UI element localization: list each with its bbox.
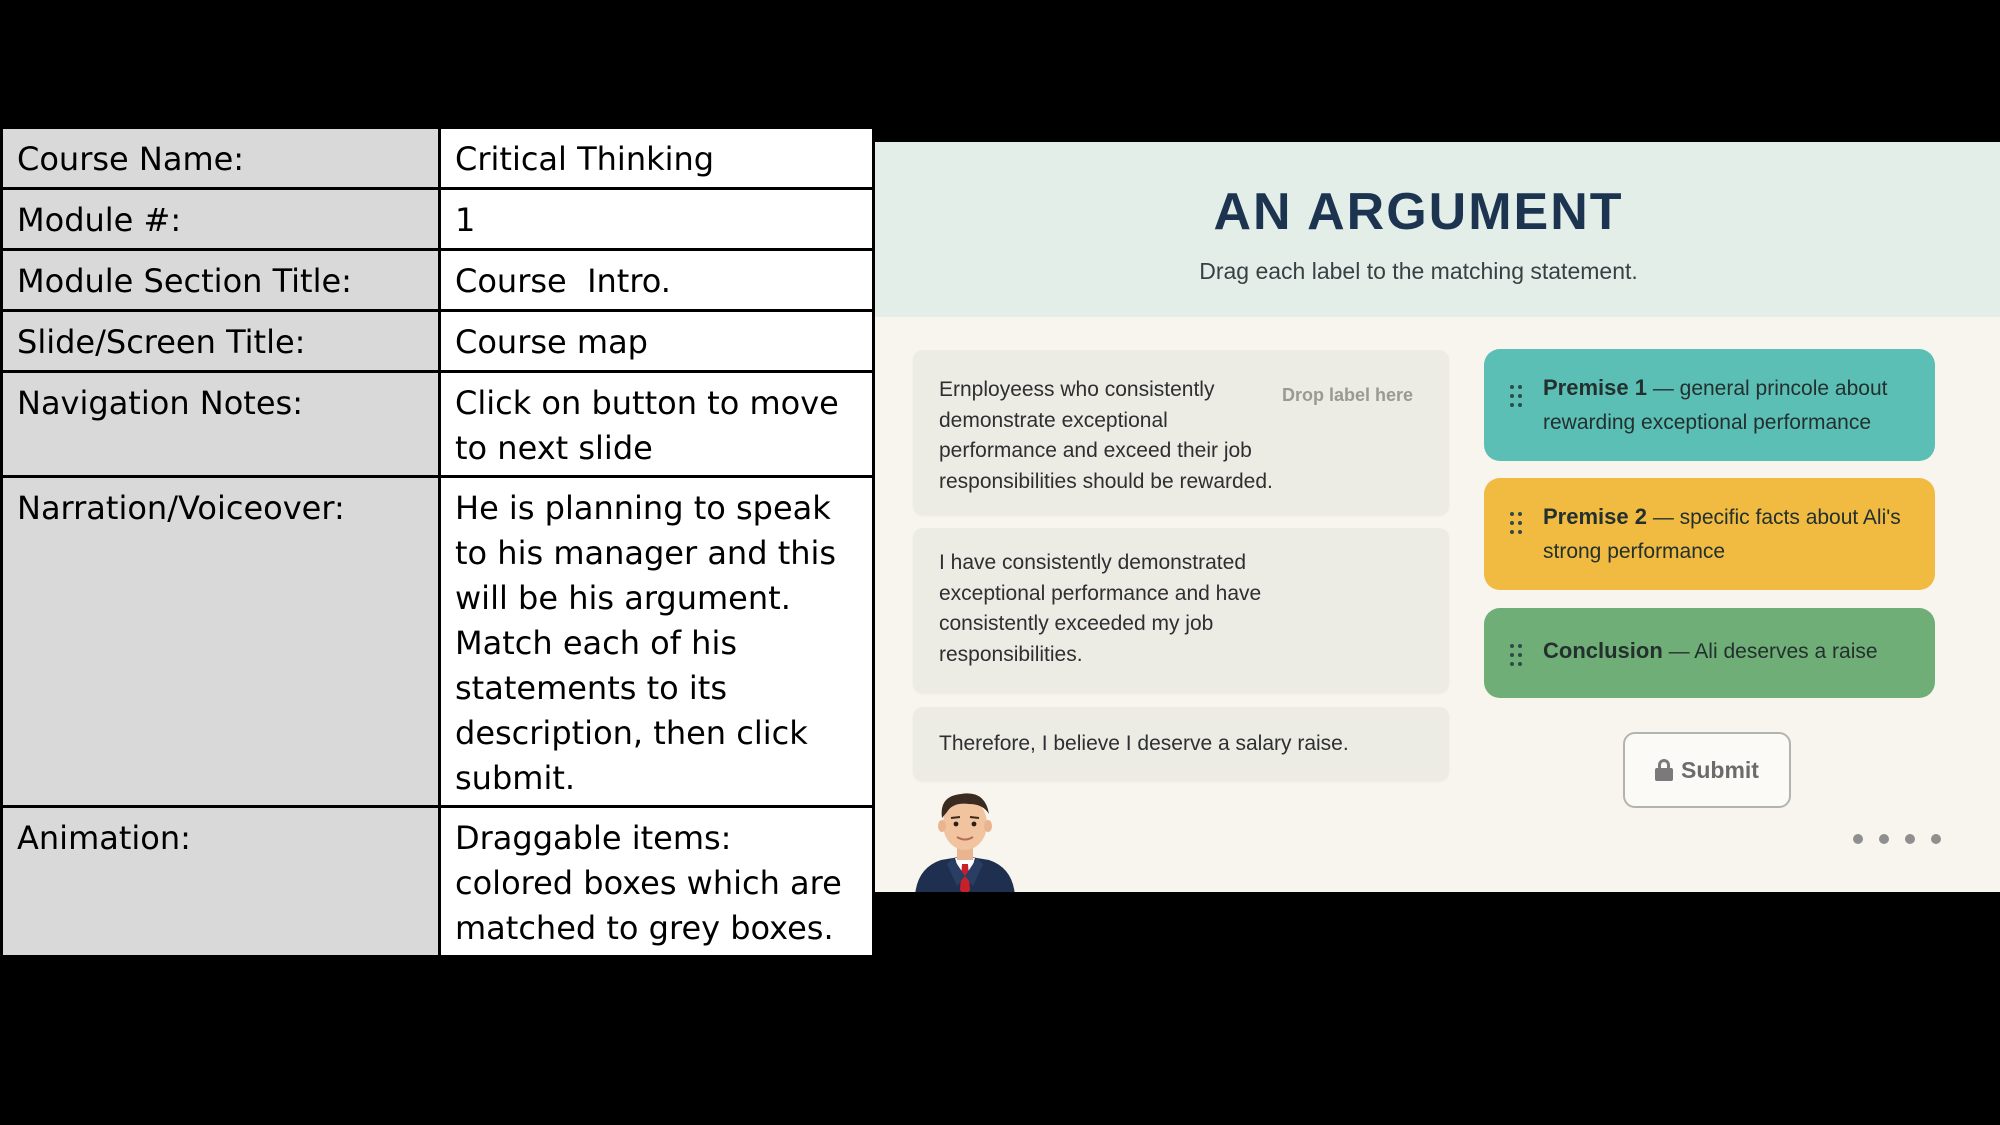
submit-label: Submit [1681,756,1759,783]
statement-dropzone-3[interactable] [913,707,1449,781]
storyboard-table [0,126,875,958]
lock-icon [1655,759,1673,781]
statement-text: Therefore, I believe I deserve a salary raise. [939,732,1349,755]
row-label-narration: Narration/Voiceover: [2,477,440,807]
row-value-module-number [440,189,874,250]
row-value-module-section-title [440,250,874,311]
label-title: Premise 2 [1543,504,1647,529]
presenter-avatar [911,786,1019,892]
table-row [2,128,874,189]
narration-text: He is planning to speak to his manager and this will be his argument. Match each of his statements to its description, then click submit. [455,489,847,797]
row-label-slide-title: Slide/Screen Title: [2,311,440,372]
drag-handle-icon[interactable] [1510,512,1524,534]
row-value-narration [440,477,874,807]
course-name-text: Critical Thinking [455,140,715,178]
table-row [2,372,874,477]
label-description: — specific facts about Ali's strong performance [1543,506,1901,563]
table-row [2,477,874,807]
slide-title: AN ARGUMENT [1213,183,1624,241]
table-row [2,807,874,957]
slide-instructions: Drag each label to the matching statement. [1199,258,1638,284]
label-text [1543,500,1923,569]
module-number-text: 1 [455,201,476,239]
slide-title-text: Course map [455,323,648,361]
label-title: Premise 1 [1543,375,1647,400]
draggable-label-premise-2[interactable] [1484,478,1935,590]
navigation-notes-text: Click on button to move to next slide [455,384,850,467]
label-description: — general princole about rewarding exceptional performance [1543,377,1888,434]
slide-preview [875,142,2000,892]
drop-label-hint: Drop label here [1281,385,1413,405]
pager-dot[interactable] [1905,834,1915,844]
row-label-module-number: Module #: [2,189,440,250]
table-row [2,189,874,250]
draggable-label-conclusion[interactable] [1484,608,1935,698]
statement-text: I have consistently demonstrated exceptional performance and have consistently exceeded my job responsibilities. [939,551,1262,666]
row-value-course-name [440,128,874,189]
pager-dot[interactable] [1879,834,1889,844]
table-row [2,250,874,311]
row-label-navigation-notes: Navigation Notes: [2,372,440,477]
label-title: Conclusion [1543,638,1663,663]
row-label-animation: Animation: [2,807,440,957]
draggable-label-premise-1[interactable] [1484,349,1935,461]
drag-handle-icon[interactable] [1510,644,1524,666]
row-value-slide-title [440,311,874,372]
pager-dot[interactable] [1853,834,1863,844]
module-section-title-text: Course Intro. [455,262,671,300]
label-text [1543,634,1923,669]
row-value-animation [440,807,874,957]
submit-button[interactable] [1623,732,1791,808]
animation-text: Draggable items: colored boxes which are matched to grey boxes. [455,819,852,947]
slide-header [875,142,2000,317]
label-text [1543,371,1923,440]
drag-handle-icon[interactable] [1510,385,1524,407]
statement-dropzone-1[interactable] [913,350,1449,515]
pager-dots [1853,834,1941,844]
statement-dropzone-2[interactable] [913,528,1449,693]
label-description: — Ali deserves a raise [1668,640,1878,663]
row-value-navigation-notes [440,372,874,477]
row-label-module-section-title: Module Section Title: [2,250,440,311]
table-row [2,311,874,372]
statement-text: Ernployeess who consistently demonstrate exceptional performance and exceed their job responsibilities should be rewarded. [939,378,1273,493]
pager-dot[interactable] [1931,834,1941,844]
row-label-course-name: Course Name: [2,128,440,189]
